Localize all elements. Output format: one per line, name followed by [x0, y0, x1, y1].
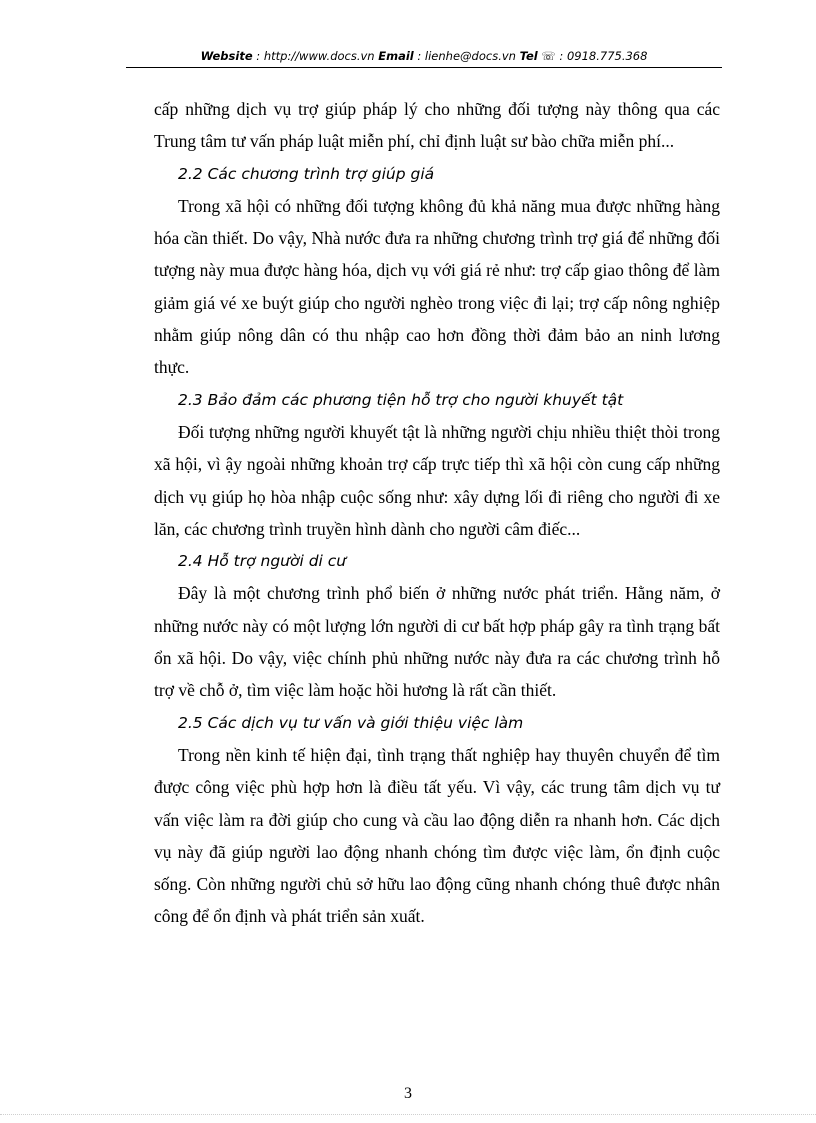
- page-header: [126, 47, 722, 65]
- section-paragraph-2-5: Trong nền kinh tế hiện đại, tình trạng thất nghiệp hay thuyên chuyển để tìm được công việc phù hợp hơn là điều tất yếu. Vì vậy, các trung tâm dịch vụ tư vấn việc làm ra đời giúp cho cung và cầu lao động diễn ra nhanh hơn. Các dịch vụ này đã giúp người lao động nhanh chóng tìm được việc làm, ổn định cuộc sống. Còn những người chủ sở hữu lao động cũng nhanh chóng thuê được nhân công để ổn định và phát triển sản xuất.: [154, 744, 720, 927]
- document-body: [154, 93, 720, 933]
- website-label: Website: [200, 49, 253, 63]
- section-paragraph-2-2: Trong xã hội có những đối tượng không đủ khả năng mua được những hàng hóa cần thiết. Do vậy, Nhà nước đưa ra những chương trình trợ giá để những đối tượng này mua được hàng hóa, dịch vụ với giá rẻ như: trợ cấp giao thông để làm giảm giá vé xe buýt giúp cho người nghèo trong việc đi lại; trợ cấp nông nghiệp nhằm giúp nông dân có thu nhập cao hơn đồng thời đảm bảo an ninh lương thực.: [154, 195, 720, 378]
- email-label: Email: [378, 49, 414, 63]
- phone-icon: ☏: [541, 49, 556, 63]
- page-number: 3: [404, 1085, 412, 1102]
- email-value: : lienhe@docs.vn: [417, 49, 516, 63]
- section-heading-2-3: 2.3 Bảo đảm các phương tiện hỗ trợ cho người khuyết tật: [178, 390, 624, 409]
- header-divider: [126, 67, 722, 68]
- page-bottom-border: [0, 1114, 816, 1115]
- intro-paragraph: cấp những dịch vụ trợ giúp pháp lý cho những đối tượng này thông qua các Trung tâm tư vấn pháp luật miễn phí, chỉ định luật sư bào chữa miễn phí...: [154, 99, 720, 152]
- section-paragraph-2-3: Đối tượng những người khuyết tật là những người chịu nhiều thiệt thòi trong xã hội, vì ậy ngoài những khoản trợ cấp trực tiếp thì xã hội còn cung cấp những dịch vụ giúp họ hòa nhập cuộc sống như: xây dựng lối đi riêng cho người đi xe lăn, các chương trình truyền hình dành cho người câm điếc...: [154, 421, 720, 539]
- section-heading-2-5: 2.5 Các dịch vụ tư vấn và giới thiệu việc làm: [178, 713, 524, 732]
- tel-value: : 0918.775.368: [559, 49, 648, 63]
- section-heading-2-4: 2.4 Hỗ trợ người di cư: [178, 552, 347, 571]
- website-value: : http://www.docs.vn: [256, 49, 375, 63]
- tel-label: Tel: [519, 49, 538, 63]
- section-heading-2-2: 2.2 Các chương trình trợ giúp giá: [178, 164, 435, 183]
- section-paragraph-2-4: Đây là một chương trình phổ biến ở những nước phát triển. Hằng năm, ở những nước này có một lượng lớn người di cư bất hợp pháp gây ra tình trạng bất ổn xã hội. Do vậy, việc chính phủ những nước này đưa ra các chương trình hỗ trợ về chỗ ở, tìm việc làm hoặc hồi hương là rất cần thiết.: [154, 583, 720, 701]
